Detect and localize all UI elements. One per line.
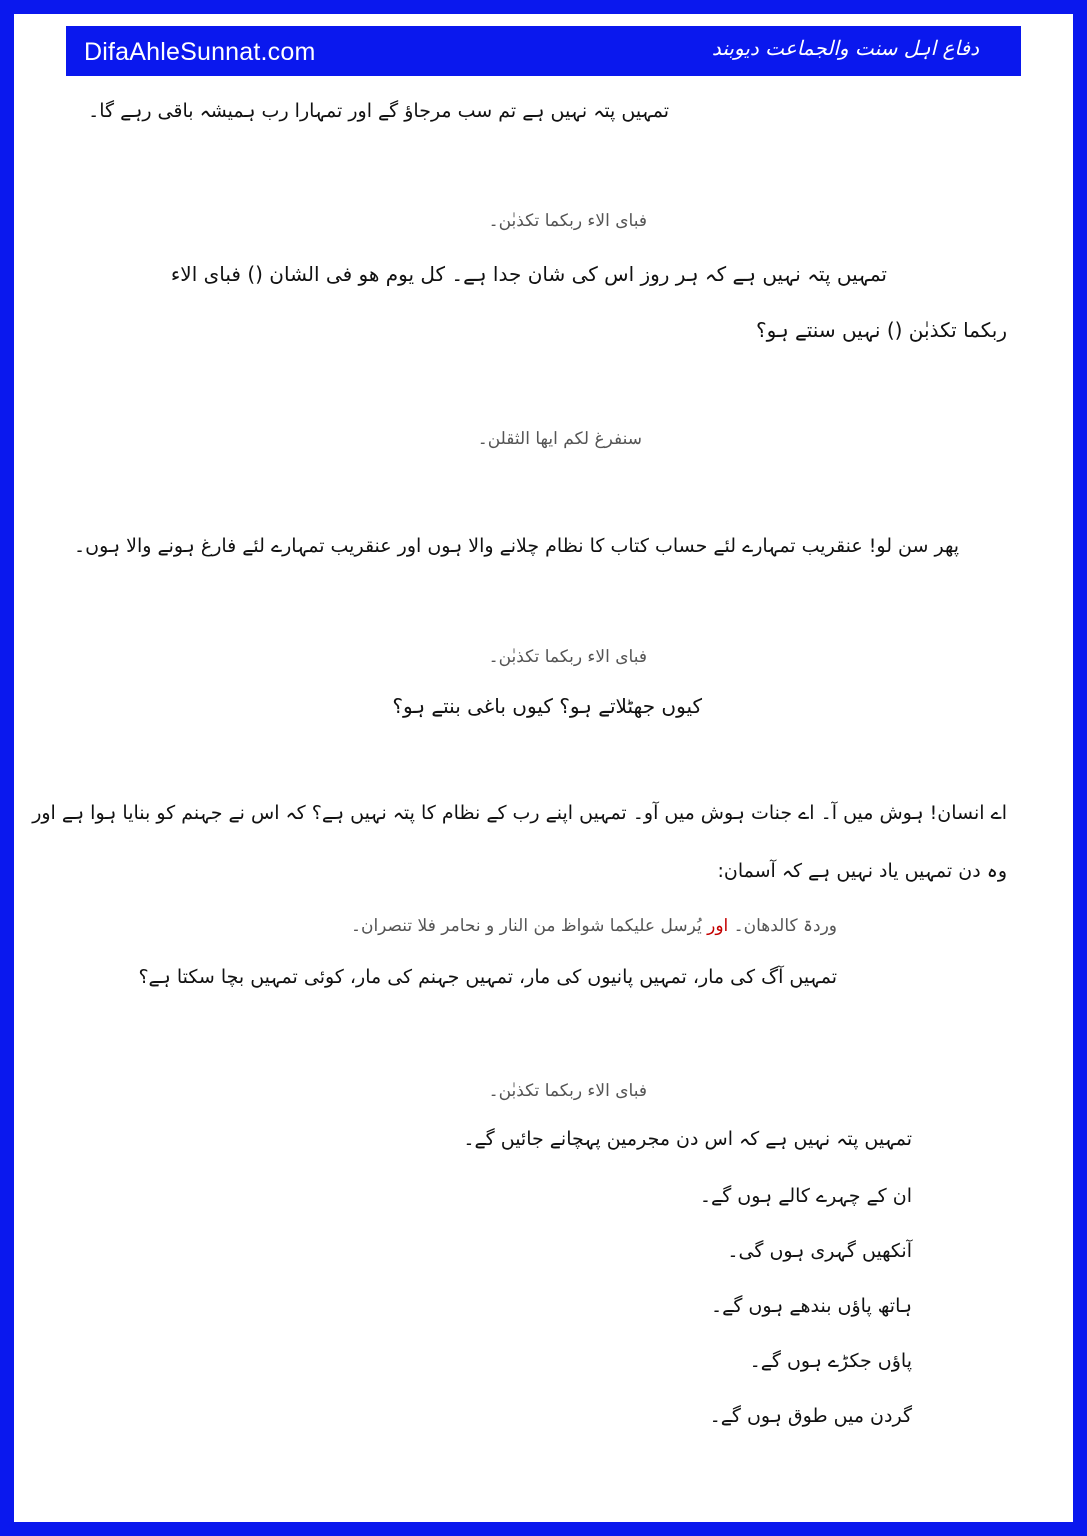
text-line-6: پھر سن لو! عنقریب تمہارے لئے حساب کتاب کا نظام چلانے والا ہوں اور عنقریب تمہارے لئے فارغ ہونے والا ہوں۔ <box>74 535 959 557</box>
site-header-bar <box>66 26 1021 76</box>
arabic-refrain-3: فبای الاء ربکما تکذبٰن۔ <box>488 1081 647 1101</box>
text-line-19: گردن میں طوق ہوں گے۔ <box>709 1405 912 1427</box>
text-line-9: اے انسان! ہوش میں آ۔ اے جنات ہوش میں آو۔ تمہیں اپنے رب کے نظام کا پتہ نہیں ہے؟ کہ اس نے جہنم کو بنایا ہوا ہے اور <box>32 802 1007 824</box>
text-line-8: کیوں جھٹلاتے ہو؟ کیوں باغی بنتے ہو؟ <box>392 694 702 718</box>
text-line-12: تمہیں آگ کی مار، تمہیں پانیوں کی مار، تمہیں جہنم کی مار، کوئی تمہیں بچا سکتا ہے؟ <box>138 966 837 988</box>
text-line-3: تمہیں پتہ نہیں ہے کہ ہر روز اس کی شان جدا ہے۔ کل یوم ھو فی الشان () فبای الاء <box>170 262 887 286</box>
arabic-refrain-1: فبای الاء ربکما تکذبٰن۔ <box>488 211 647 231</box>
text-line-17: ہاتھ پاؤں بندھے ہوں گے۔ <box>711 1295 912 1317</box>
arabic-refrain-2: فبای الاء ربکما تکذبٰن۔ <box>488 647 647 667</box>
text-line-1: تمہیں پتہ نہیں ہے تم سب مرجاؤ گے اور تمہارا رب ہمیشہ باقی رہے گا۔ <box>88 100 669 122</box>
text-line-10: وہ دن تمہیں یاد نہیں ہے کہ آسمان: <box>717 860 1007 882</box>
site-name-urdu: دفاع اہل سنت والجماعت دیوبند <box>711 36 979 60</box>
text-line-14: تمہیں پتہ نہیں ہے کہ اس دن مجرمین پہچانے جائیں گے۔ <box>463 1128 912 1150</box>
site-name[interactable]: DifaAhleSunnat.com <box>84 38 316 66</box>
arabic-verse-sanfrugh: سنفرغ لکم ایھا الثقلن۔ <box>477 429 642 449</box>
text-line-18: پاؤں جکڑے ہوں گے۔ <box>749 1350 912 1372</box>
arabic-verse-yursal: یُرسل علیکما شواظ من النار و نحامر فلا تنصران۔ <box>351 916 702 936</box>
text-line-4: ربکما تکذبٰن () نہیں سنتے ہو؟ <box>756 318 1007 342</box>
arabic-verse-wardatan: وردۃ کالدھان۔ <box>733 916 837 936</box>
arabic-verse-line-11 <box>137 915 837 936</box>
conjunction-aur: اور <box>707 916 729 936</box>
text-line-16: آنکھیں گہری ہوں گی۔ <box>727 1240 912 1262</box>
text-line-15: ان کے چہرے کالے ہوں گے۔ <box>699 1185 912 1207</box>
